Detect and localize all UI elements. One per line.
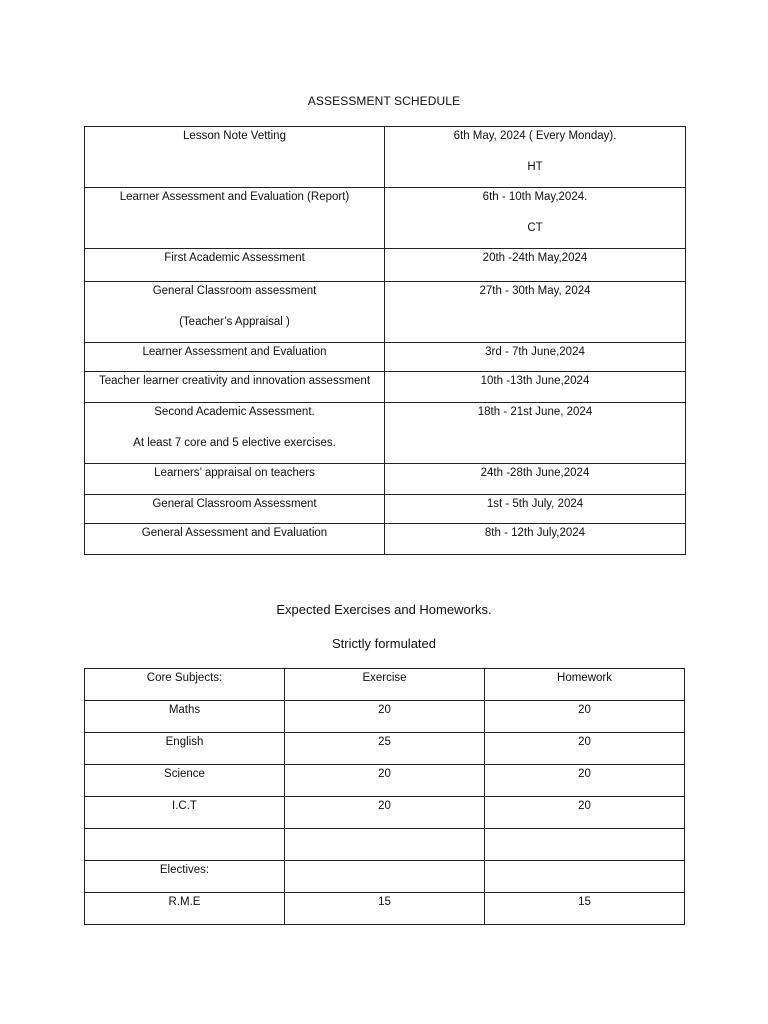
subject-cell: English bbox=[85, 733, 285, 765]
homework-cell: 20 bbox=[485, 733, 685, 765]
schedule-activity-cell-text: General Classroom assessment bbox=[152, 285, 317, 297]
schedule-activity-cell bbox=[85, 464, 385, 495]
exercise-cell: 20 bbox=[285, 797, 485, 829]
schedule-date-cell bbox=[385, 524, 686, 555]
homework-cell: 20 bbox=[485, 765, 685, 797]
schedule-activity-cell-text: Second Academic Assessment. bbox=[154, 406, 315, 418]
schedule-date-cell bbox=[385, 495, 686, 524]
exercises-row bbox=[85, 765, 685, 797]
schedule-date-cell-text: 10th -13th June,2024 bbox=[480, 375, 590, 387]
schedule-date-cell bbox=[385, 372, 686, 403]
header-exercise-cell: Exercise bbox=[285, 669, 485, 701]
schedule-activity-cell bbox=[85, 282, 385, 343]
assessment-schedule-table bbox=[84, 126, 686, 555]
schedule-date-cell-text: 20th -24th May,2024 bbox=[482, 252, 588, 264]
schedule-activity-cell bbox=[85, 127, 385, 188]
schedule-activity-cell-text: (Teacher’s Appraisal ) bbox=[179, 316, 290, 328]
exercises-row bbox=[85, 861, 685, 893]
schedule-date-cell bbox=[385, 343, 686, 372]
header-homework-cell: Homework bbox=[485, 669, 685, 701]
subject-cell: Electives: bbox=[85, 861, 285, 893]
schedule-row bbox=[85, 495, 686, 524]
schedule-activity-cell bbox=[85, 403, 385, 464]
schedule-row bbox=[85, 343, 686, 372]
exercise-cell bbox=[285, 861, 485, 893]
schedule-table-body bbox=[85, 127, 686, 555]
schedule-row bbox=[85, 403, 686, 464]
schedule-row bbox=[85, 524, 686, 555]
schedule-row bbox=[85, 249, 686, 282]
schedule-activity-cell bbox=[85, 524, 385, 555]
schedule-date-cell-text: 1st - 5th July, 2024 bbox=[486, 498, 584, 510]
homework-cell bbox=[485, 829, 685, 861]
schedule-date-cell-text: 6th - 10th May,2024. bbox=[482, 191, 588, 203]
exercises-title: Expected Exercises and Homeworks. bbox=[276, 602, 492, 617]
schedule-date-cell-text: 8th - 12th July,2024 bbox=[484, 527, 586, 539]
exercise-cell: 15 bbox=[285, 893, 485, 925]
schedule-date-cell bbox=[385, 464, 686, 495]
schedule-date-cell-text: HT bbox=[527, 161, 543, 173]
schedule-activity-cell bbox=[85, 495, 385, 524]
subject-cell: R.M.E bbox=[85, 893, 285, 925]
schedule-activity-cell bbox=[85, 343, 385, 372]
schedule-activity-cell-text: At least 7 core and 5 elective exercises. bbox=[133, 437, 336, 449]
exercises-homework-table bbox=[84, 668, 685, 925]
homework-cell: 20 bbox=[485, 797, 685, 829]
schedule-row bbox=[85, 127, 686, 188]
exercises-table-body bbox=[85, 669, 685, 925]
schedule-date-cell-text: CT bbox=[527, 222, 543, 234]
homework-cell: 15 bbox=[485, 893, 685, 925]
schedule-activity-cell-text: Lesson Note Vetting bbox=[183, 130, 286, 142]
schedule-activity-cell-text: Learner Assessment and Evaluation (Report) bbox=[119, 191, 350, 203]
header-subject-cell: Core Subjects: bbox=[85, 669, 285, 701]
subject-cell: Science bbox=[85, 765, 285, 797]
schedule-date-cell bbox=[385, 127, 686, 188]
schedule-activity-cell bbox=[85, 249, 385, 282]
subject-cell: I.C.T bbox=[85, 797, 285, 829]
schedule-activity-cell-text: General Classroom Assessment bbox=[152, 498, 317, 510]
schedule-date-cell-text: 6th May, 2024 ( Every Monday). bbox=[453, 130, 617, 142]
schedule-activity-cell bbox=[85, 188, 385, 249]
schedule-date-cell-text: 24th -28th June,2024 bbox=[480, 467, 590, 479]
exercises-row bbox=[85, 829, 685, 861]
exercises-header-row bbox=[85, 669, 685, 701]
exercises-row bbox=[85, 701, 685, 733]
schedule-row bbox=[85, 188, 686, 249]
schedule-activity-cell-text: General Assessment and Evaluation bbox=[141, 527, 328, 539]
exercises-row bbox=[85, 797, 685, 829]
exercise-cell: 25 bbox=[285, 733, 485, 765]
exercise-cell: 20 bbox=[285, 765, 485, 797]
schedule-date-cell-text: 27th - 30th May, 2024 bbox=[479, 285, 591, 297]
homework-cell bbox=[485, 861, 685, 893]
exercises-row bbox=[85, 893, 685, 925]
schedule-title: ASSESSMENT SCHEDULE bbox=[307, 94, 461, 108]
subject-cell bbox=[85, 829, 285, 861]
exercises-row bbox=[85, 733, 685, 765]
exercise-cell bbox=[285, 829, 485, 861]
schedule-activity-cell-text: First Academic Assessment bbox=[164, 252, 305, 264]
schedule-date-cell bbox=[385, 282, 686, 343]
subject-cell: Maths bbox=[85, 701, 285, 733]
schedule-activity-cell-text: Learner Assessment and Evaluation bbox=[142, 346, 327, 358]
schedule-date-cell-text: 18th - 21st June, 2024 bbox=[477, 406, 593, 418]
exercise-cell: 20 bbox=[285, 701, 485, 733]
schedule-activity-cell bbox=[85, 372, 385, 403]
homework-cell: 20 bbox=[485, 701, 685, 733]
exercises-subtitle: Strictly formulated bbox=[331, 636, 437, 651]
schedule-activity-cell-text: Teacher learner creativity and innovation assessment bbox=[98, 375, 371, 387]
schedule-date-cell bbox=[385, 249, 686, 282]
schedule-row bbox=[85, 282, 686, 343]
schedule-date-cell-text: 3rd - 7th June,2024 bbox=[485, 346, 585, 358]
schedule-date-cell bbox=[385, 188, 686, 249]
schedule-row bbox=[85, 464, 686, 495]
schedule-row bbox=[85, 372, 686, 403]
schedule-date-cell bbox=[385, 403, 686, 464]
schedule-activity-cell-text: Learners’ appraisal on teachers bbox=[154, 467, 315, 479]
